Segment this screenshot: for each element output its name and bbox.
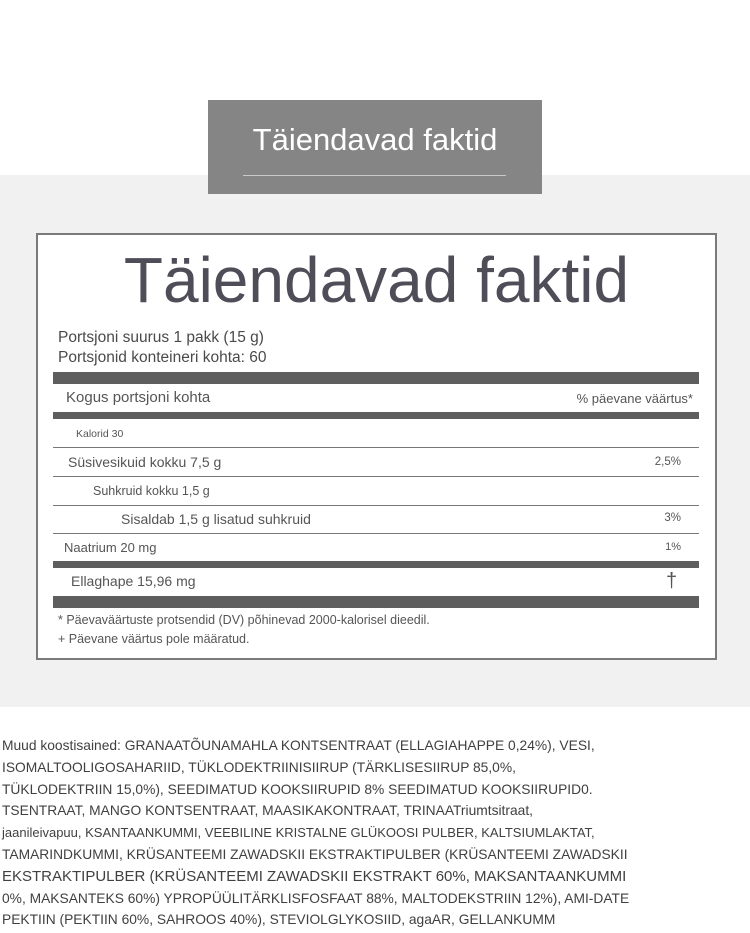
footnote-not-established: + Päevane väärtus pole määratud.	[58, 632, 250, 646]
row-divider	[53, 476, 699, 477]
nutrient-value-carbohydrates: 2,5%	[654, 456, 681, 468]
header-banner	[208, 100, 542, 194]
servings-per-container: Portsjonid konteineri kohta: 60	[58, 349, 267, 366]
nutrient-value-ellagic-acid: †	[666, 570, 678, 592]
thick-divider	[53, 372, 699, 384]
banner-title: Täiendavad faktid	[252, 122, 498, 157]
facts-title: Täiendavad faktid	[123, 244, 630, 316]
ingredients-line: TÜKLODEKTRIIN 15,0%), SEEDIMATUD KOOKSIIRUPID 8% SEEDIMATUD KOOKSIIRUPID0.	[2, 781, 593, 797]
ingredients-line: Muud koostisained: GRANAATÕUNAMAHLA KONTSENTRAAT (ELLAGIAHAPPE 0,24%), VESI,	[2, 738, 595, 753]
amount-per-serving-header: Kogus portsjoni kohta	[66, 389, 211, 406]
ingredients-line: ISOMALTOOLIGOSAHARIID, TÜKLODEKTRIINISIIRUP (TÄRKLISESIIRUP 85,0%,	[2, 759, 516, 775]
thick-divider	[53, 596, 699, 608]
nutrient-value-added-sugars: 3%	[664, 512, 681, 524]
medium-divider	[53, 412, 699, 419]
nutrient-row-ellagic-acid: Ellaghape 15,96 mg	[71, 573, 196, 589]
ingredients-line: TSENTRAAT, MANGO KONTSENTRAAT, MAASIKAKONTRAAT, TRINAATriumtsitraat,	[2, 803, 533, 819]
nutrient-row-carbohydrates: Süsivesikuid kokku 7,5 g	[68, 454, 222, 470]
nutrient-value-sodium: 1%	[665, 541, 681, 553]
other-ingredients	[2, 735, 742, 931]
footnote-daily-value: * Päevaväärtuste protsendid (DV) põhinevad 2000-kalorisel dieedil.	[58, 613, 430, 627]
ingredients-line: EKSTRAKTIPULBER (KRÜSANTEEMI ZAWADSKII EKSTRAKT 60%, MAKSANTAANKUMMI	[2, 867, 627, 885]
serving-size: Portsjoni suurus 1 pakk (15 g)	[58, 329, 264, 346]
ingredients-line: PEKTIIN (PEKTIIN 60%, SAHROOS 40%), STEVIOLGLYKOSIID, agaAR, GELLANKUMM	[2, 912, 556, 928]
nutrient-row-sodium: Naatrium 20 mg	[64, 540, 157, 555]
supplement-facts-panel	[36, 233, 717, 660]
row-divider	[53, 533, 699, 534]
nutrient-row-added-sugars: Sisaldab 1,5 g lisatud suhkruid	[121, 511, 311, 527]
nutrient-row-sugars: Suhkruid kokku 1,5 g	[93, 484, 210, 498]
ingredients-line: jaanileivapuu, KSANTAANKUMMI, VEEBILINE KRISTALNE GLÜKOOSI PULBER, KALTSIUMLAKTAT,	[2, 825, 595, 841]
medium-divider	[53, 561, 699, 568]
ingredients-line: TAMARINDKUMMI, KRÜSANTEEMI ZAWADSKII EKSTRAKTIPULBER (KRÜSANTEEMI ZAWADSKII	[2, 846, 628, 862]
daily-value-header: % päevane väärtus*	[576, 391, 693, 406]
banner-underline	[243, 175, 506, 176]
row-divider	[53, 505, 699, 506]
row-divider	[53, 447, 699, 448]
nutrient-row-calories: Kalorid 30	[76, 428, 124, 440]
ingredients-line: 0%, MAKSANTEKS 60%) YPROPÜÜLITÄRKLISFOSFAAT 88%, MALTODEKSTRIIN 12%), AMI-DATE	[2, 890, 630, 906]
